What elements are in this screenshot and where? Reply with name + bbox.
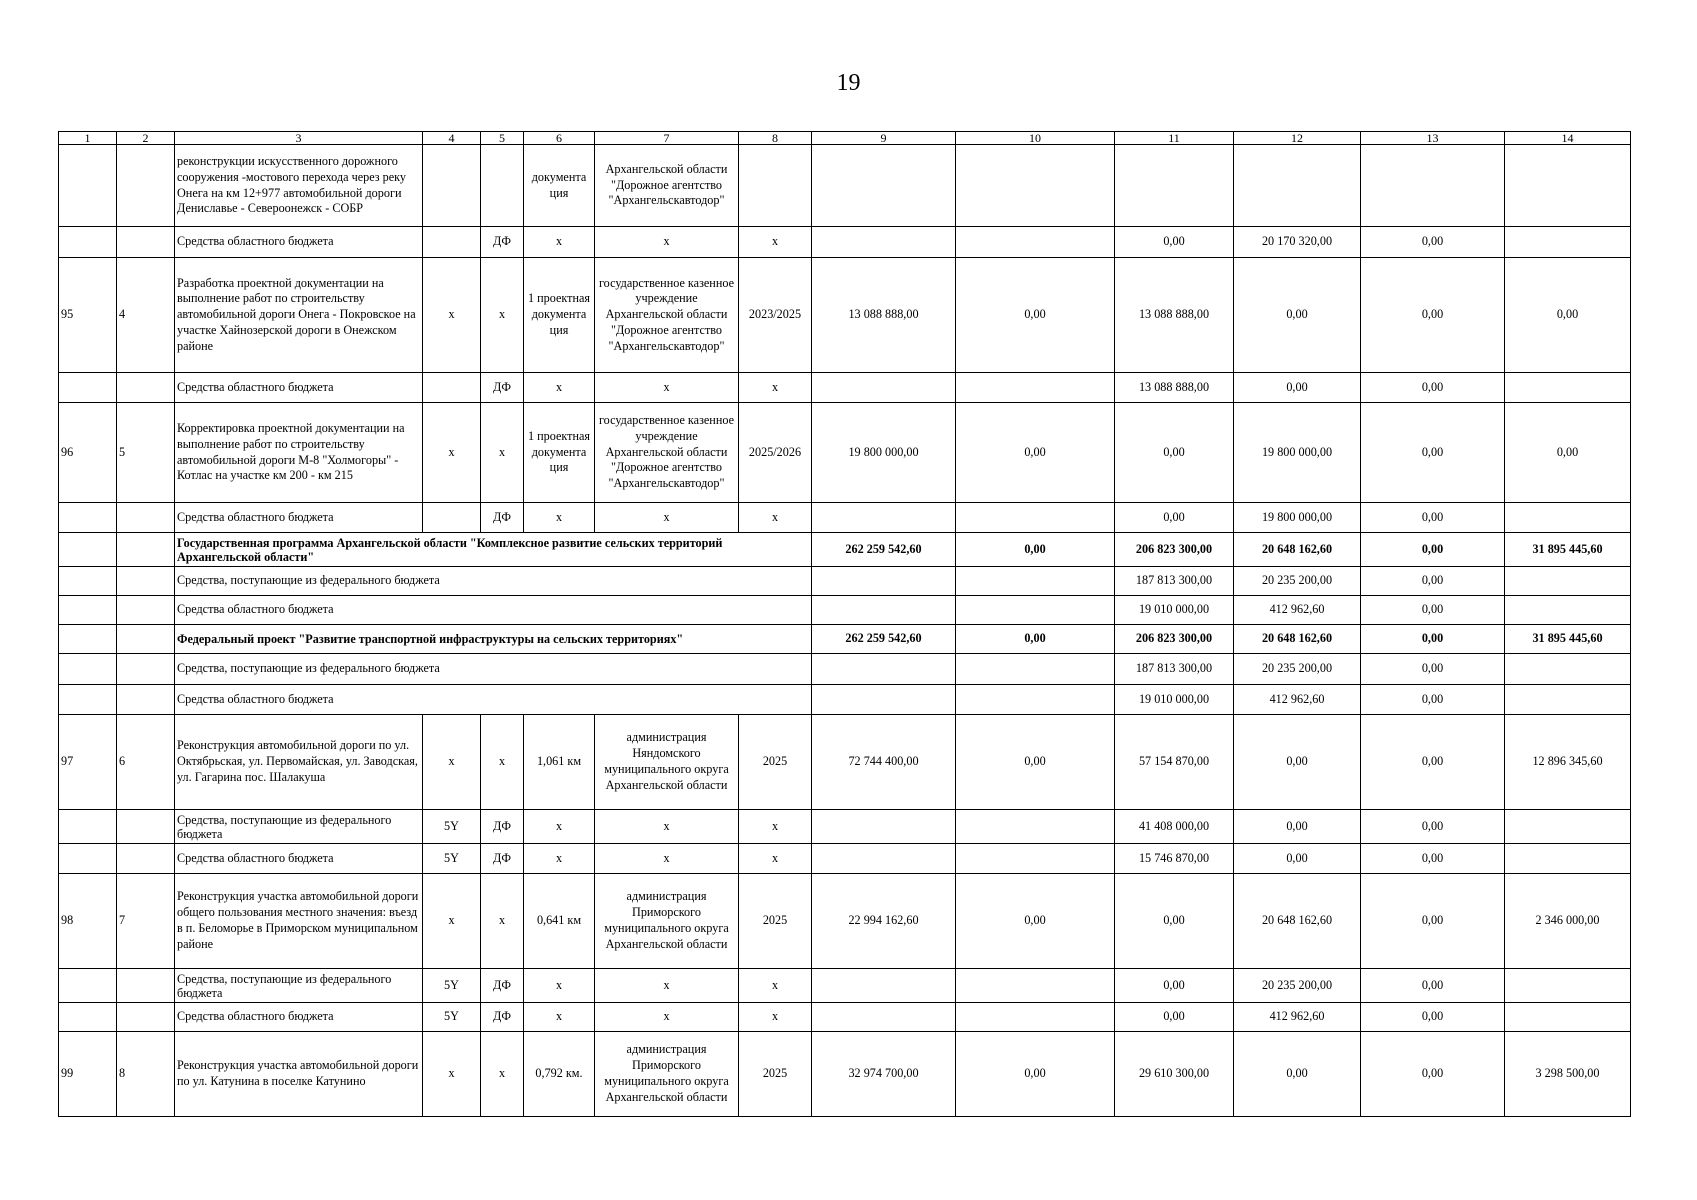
column-number-row	[59, 132, 1631, 145]
cell: 0,00	[1115, 227, 1234, 258]
item-capacity: 1 проектная документа ция	[524, 258, 595, 373]
cell: 5Y	[423, 1003, 481, 1032]
column-number: 1	[59, 132, 117, 145]
cell: 5Y	[423, 810, 481, 844]
table-row	[59, 625, 1631, 654]
item-number: 4	[117, 258, 175, 373]
cell: 13 088 888,00	[1115, 258, 1234, 373]
item-executor: администрация Приморского муниципального округа Архангельской области	[595, 874, 739, 969]
cell: 15 746 870,00	[1115, 844, 1234, 874]
cell: 0,00	[956, 874, 1115, 969]
cell: 0,00	[1505, 403, 1631, 503]
cell: x	[524, 227, 595, 258]
cell: 0,00	[1361, 258, 1505, 373]
cell: 20 170 320,00	[1234, 227, 1361, 258]
cell: x	[595, 227, 739, 258]
cell: 57 154 870,00	[1115, 715, 1234, 810]
row-number: 95	[59, 258, 117, 373]
table-row	[59, 844, 1631, 874]
cell: 20 235 200,00	[1234, 969, 1361, 1003]
cell: ДФ	[481, 373, 524, 403]
project-title: Федеральный проект "Развитие транспортной инфраструктуры на сельских территориях"	[175, 625, 812, 654]
cell: 262 259 542,60	[812, 533, 956, 567]
cell: 13 088 888,00	[812, 258, 956, 373]
cell: ДФ	[481, 810, 524, 844]
cell: 0,00	[1234, 844, 1361, 874]
cell: x	[524, 1003, 595, 1032]
funding-source: Средства областного бюджета	[175, 596, 812, 625]
cell: 20 648 162,60	[1234, 533, 1361, 567]
cell: x	[481, 874, 524, 969]
item-name: Реконструкция участка автомобильной дороги общего пользования местного значения: въезд в п. Беломорье в Приморском муниципальном районе	[175, 874, 423, 969]
column-number: 13	[1361, 132, 1505, 145]
cell: x	[595, 810, 739, 844]
cell: 31 895 445,60	[1505, 533, 1631, 567]
table-row	[59, 810, 1631, 844]
cell: 22 994 162,60	[812, 874, 956, 969]
cell: 41 408 000,00	[1115, 810, 1234, 844]
cell: 32 974 700,00	[812, 1032, 956, 1117]
cell: 0,00	[1115, 969, 1234, 1003]
item-period: 2025/2026	[739, 403, 812, 503]
cell: x	[739, 969, 812, 1003]
cell: x	[481, 715, 524, 810]
cell: 0,00	[956, 258, 1115, 373]
column-number: 4	[423, 132, 481, 145]
cell: 0,00	[1361, 715, 1505, 810]
cell: 5Y	[423, 969, 481, 1003]
column-number: 2	[117, 132, 175, 145]
cell: 3 298 500,00	[1505, 1032, 1631, 1117]
cell: x	[481, 403, 524, 503]
cell: 12 896 345,60	[1505, 715, 1631, 810]
cell: x	[524, 969, 595, 1003]
funding-source: Средства, поступающие из федерального бюджета	[175, 810, 423, 844]
item-executor: Архангельской области "Дорожное агентство "Архангельскавтодор"	[595, 145, 739, 227]
cell: 31 895 445,60	[1505, 625, 1631, 654]
cell: 0,00	[1234, 373, 1361, 403]
cell: ДФ	[481, 503, 524, 533]
item-number: 6	[117, 715, 175, 810]
item-number: 8	[117, 1032, 175, 1117]
cell: 0,00	[1234, 258, 1361, 373]
item-period: 2025	[739, 715, 812, 810]
cell: 0,00	[1361, 654, 1505, 685]
cell: 20 648 162,60	[1234, 874, 1361, 969]
table-row	[59, 403, 1631, 503]
cell: x	[595, 844, 739, 874]
cell: 0,00	[1361, 567, 1505, 596]
cell: x	[595, 1003, 739, 1032]
item-name: Реконструкция участка автомобильной дороги по ул. Катунина в поселке Катунино	[175, 1032, 423, 1117]
row-number: 98	[59, 874, 117, 969]
cell: x	[524, 810, 595, 844]
column-number: 5	[481, 132, 524, 145]
item-executor: администрация Приморского муниципального округа Архангельской области	[595, 1032, 739, 1117]
funding-source: Средства областного бюджета	[175, 227, 423, 258]
item-period: 2025	[739, 1032, 812, 1117]
item-number: 7	[117, 874, 175, 969]
cell: 2 346 000,00	[1505, 874, 1631, 969]
cell: 0,00	[1361, 596, 1505, 625]
cell: 13 088 888,00	[1115, 373, 1234, 403]
item-period: 2023/2025	[739, 258, 812, 373]
cell: x	[423, 715, 481, 810]
cell: 0,00	[1361, 533, 1505, 567]
cell: ДФ	[481, 969, 524, 1003]
cell: 412 962,60	[1234, 596, 1361, 625]
funding-source: Средства, поступающие из федерального бюджета	[175, 654, 812, 685]
cell: 19 010 000,00	[1115, 685, 1234, 715]
table-row	[59, 373, 1631, 403]
table-row	[59, 227, 1631, 258]
cell: x	[739, 227, 812, 258]
cell: 0,00	[956, 625, 1115, 654]
cell: x	[739, 844, 812, 874]
item-name: Корректировка проектной документации на выполнение работ по строительству автомобильной дороги М-8 "Холмогоры" - Котлас на участке км 200 - км 215	[175, 403, 423, 503]
budget-table	[58, 131, 1631, 1117]
cell: 187 813 300,00	[1115, 567, 1234, 596]
cell: ДФ	[481, 844, 524, 874]
funding-source: Средства областного бюджета	[175, 373, 423, 403]
cell: 19 800 000,00	[1234, 403, 1361, 503]
cell: 0,00	[1115, 874, 1234, 969]
cell: 0,00	[1361, 969, 1505, 1003]
cell: 0,00	[956, 533, 1115, 567]
cell: 412 962,60	[1234, 685, 1361, 715]
cell: x	[739, 373, 812, 403]
cell: x	[524, 844, 595, 874]
funding-source: Средства областного бюджета	[175, 685, 812, 715]
column-number: 10	[956, 132, 1115, 145]
cell: 72 744 400,00	[812, 715, 956, 810]
cell: x	[595, 503, 739, 533]
table-row	[59, 969, 1631, 1003]
cell: 206 823 300,00	[1115, 625, 1234, 654]
cell: 0,00	[956, 715, 1115, 810]
table-row	[59, 874, 1631, 969]
table-row	[59, 533, 1631, 567]
table-row	[59, 258, 1631, 373]
cell: 19 800 000,00	[1234, 503, 1361, 533]
cell: x	[739, 810, 812, 844]
cell: 187 813 300,00	[1115, 654, 1234, 685]
column-number: 3	[175, 132, 423, 145]
cell: 0,00	[1234, 715, 1361, 810]
cell: 0,00	[1234, 810, 1361, 844]
cell: x	[481, 258, 524, 373]
cell: x	[595, 373, 739, 403]
cell: x	[595, 969, 739, 1003]
table-row	[59, 596, 1631, 625]
cell: 19 800 000,00	[812, 403, 956, 503]
cell: x	[739, 503, 812, 533]
cell: ДФ	[481, 227, 524, 258]
funding-source: Средства областного бюджета	[175, 503, 423, 533]
cell: 0,00	[1505, 258, 1631, 373]
column-number: 14	[1505, 132, 1631, 145]
item-capacity: 0,792 км.	[524, 1032, 595, 1117]
funding-source: Средства, поступающие из федерального бюджета	[175, 567, 812, 596]
funding-source: Средства областного бюджета	[175, 844, 423, 874]
cell: x	[423, 874, 481, 969]
cell: x	[423, 258, 481, 373]
cell: 0,00	[1361, 685, 1505, 715]
table-row	[59, 654, 1631, 685]
cell: 0,00	[1361, 1032, 1505, 1117]
table-row	[59, 685, 1631, 715]
column-number: 7	[595, 132, 739, 145]
item-executor: администрация Няндомского муниципального округа Архангельской области	[595, 715, 739, 810]
cell: x	[481, 1032, 524, 1117]
cell: ДФ	[481, 1003, 524, 1032]
item-capacity: 0,641 км	[524, 874, 595, 969]
page-number: 19	[836, 70, 861, 96]
cell: 0,00	[956, 1032, 1115, 1117]
cell: 0,00	[1361, 810, 1505, 844]
item-name: Разработка проектной документации на выполнение работ по строительству автомобильной дороги Онега - Покровское на участке Хайнозерской дороги в Онежском районе	[175, 258, 423, 373]
cell: 0,00	[1361, 1003, 1505, 1032]
cell: 0,00	[1115, 403, 1234, 503]
cell: 0,00	[956, 403, 1115, 503]
cell: 20 235 200,00	[1234, 654, 1361, 685]
item-executor: государственное казенное учреждение Архангельской области "Дорожное агентство "Архангельскавтодор"	[595, 258, 739, 373]
cell: 19 010 000,00	[1115, 596, 1234, 625]
cell: 0,00	[1361, 503, 1505, 533]
cell: 0,00	[1361, 373, 1505, 403]
cell: x	[739, 1003, 812, 1032]
item-capacity: документа ция	[524, 145, 595, 227]
table-row	[59, 567, 1631, 596]
cell: 0,00	[1361, 403, 1505, 503]
cell: 0,00	[1361, 625, 1505, 654]
cell: x	[423, 1032, 481, 1117]
table-row	[59, 1032, 1631, 1117]
cell: 20 235 200,00	[1234, 567, 1361, 596]
table-row	[59, 1003, 1631, 1032]
item-executor: государственное казенное учреждение Архангельской области "Дорожное агентство "Архангельскавтодор"	[595, 403, 739, 503]
cell: 0,00	[1234, 1032, 1361, 1117]
column-number: 11	[1115, 132, 1234, 145]
cell: 29 610 300,00	[1115, 1032, 1234, 1117]
cell: 5Y	[423, 844, 481, 874]
column-number: 6	[524, 132, 595, 145]
cell: 0,00	[1361, 874, 1505, 969]
row-number: 99	[59, 1032, 117, 1117]
item-name: Реконструкция автомобильной дороги по ул. Октябрьская, ул. Первомайская, ул. Заводская, ул. Гагарина пос. Шалакуша	[175, 715, 423, 810]
cell: x	[524, 503, 595, 533]
cell: 0,00	[1361, 227, 1505, 258]
cell: 262 259 542,60	[812, 625, 956, 654]
column-number: 12	[1234, 132, 1361, 145]
item-capacity: 1,061 км	[524, 715, 595, 810]
funding-source: Средства, поступающие из федерального бюджета	[175, 969, 423, 1003]
cell: 0,00	[1361, 844, 1505, 874]
row-number: 97	[59, 715, 117, 810]
column-number: 8	[739, 132, 812, 145]
cell: 206 823 300,00	[1115, 533, 1234, 567]
item-period: 2025	[739, 874, 812, 969]
table-row	[59, 715, 1631, 810]
column-number: 9	[812, 132, 956, 145]
cell: 20 648 162,60	[1234, 625, 1361, 654]
row-number: 96	[59, 403, 117, 503]
cell: 412 962,60	[1234, 1003, 1361, 1032]
cell: 0,00	[1115, 503, 1234, 533]
item-capacity: 1 проектная документа ция	[524, 403, 595, 503]
cell: x	[524, 373, 595, 403]
item-name: реконструкции искусственного дорожного сооружения -мостового перехода через реку Онега на км 12+977 автомобильной дороги Дениславье - Североонежск - СОБР	[175, 145, 423, 227]
item-number: 5	[117, 403, 175, 503]
program-title: Государственная программа Архангельской области "Комплексное развитие сельских территорий Архангельской области"	[175, 533, 812, 567]
cell: x	[423, 403, 481, 503]
funding-source: Средства областного бюджета	[175, 1003, 423, 1032]
table-row	[59, 145, 1631, 227]
table-row	[59, 503, 1631, 533]
cell: 0,00	[1115, 1003, 1234, 1032]
